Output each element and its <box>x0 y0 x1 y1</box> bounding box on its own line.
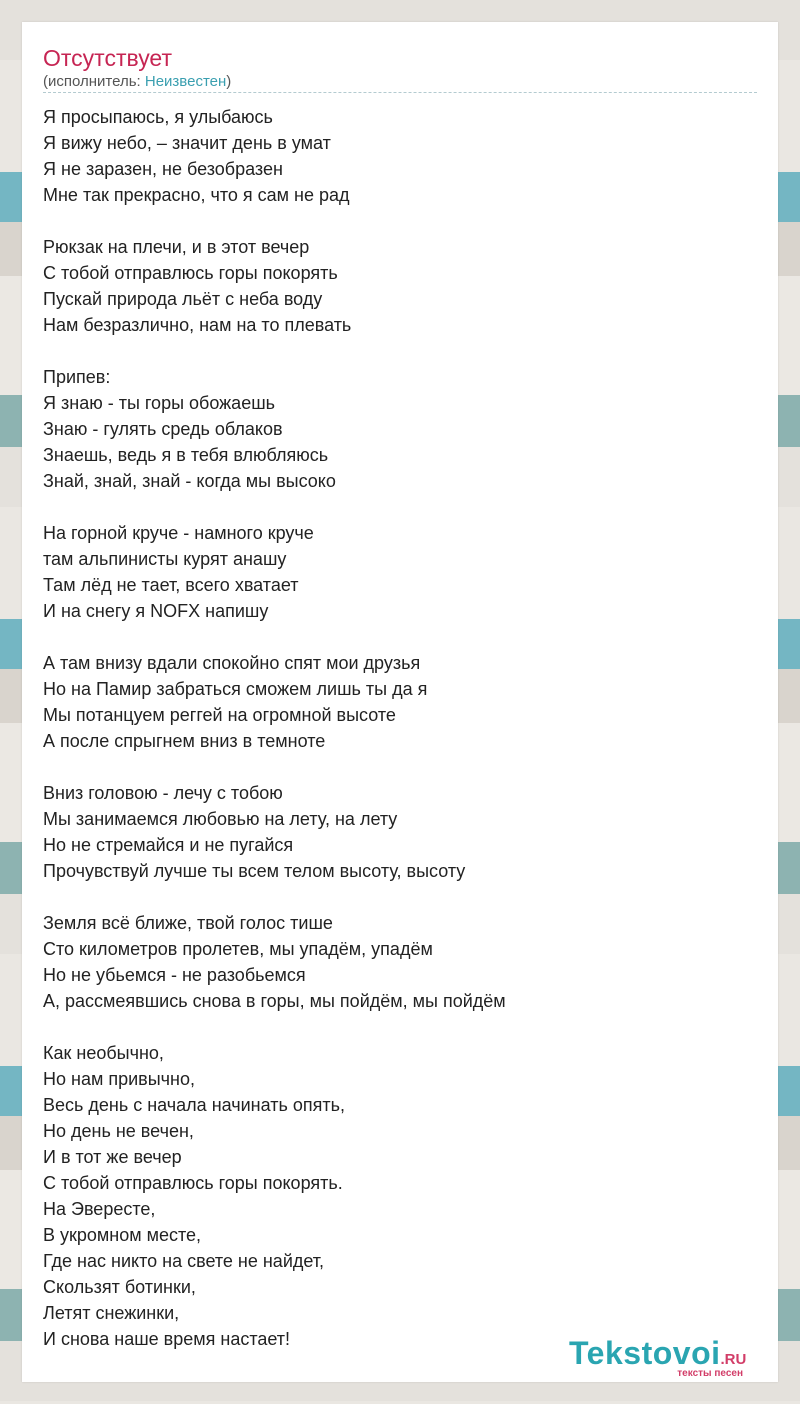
lyrics-card <box>22 22 778 1382</box>
lyric-line: Но день не вечен, <box>43 1121 194 1141</box>
song-title: Отсутствует <box>43 45 172 71</box>
lyric-line: Но на Памир забраться сможем лишь ты да я <box>43 679 428 699</box>
artist-link[interactable]: Неизвестен <box>144 73 227 90</box>
lyric-line: Сто километров пролетев, мы упадём, упадём <box>43 939 433 959</box>
lyric-line: Но не стремайся и не пугайся <box>43 835 294 855</box>
lyric-line: Нам безразлично, нам на то плевать <box>43 315 352 335</box>
lyric-line: Земля всё ближе, твой голос тише <box>43 913 333 933</box>
artist-suffix: ) <box>226 73 232 90</box>
lyrics-body <box>43 104 757 1352</box>
lyric-line: Я знаю - ты горы обожаешь <box>43 393 276 413</box>
lyric-line: Знаешь, ведь я в тебя влюбляюсь <box>43 445 329 465</box>
stanza-gap <box>43 754 757 780</box>
lyric-line: И на снегу я NOFX напишу <box>43 601 269 621</box>
lyric-line: Скользят ботинки, <box>43 1277 196 1297</box>
lyric-line: там альпинисты курят анашу <box>43 549 287 569</box>
stanza-gap <box>43 624 757 650</box>
lyric-line: Рюкзак на плечи, и в этот вечер <box>43 237 310 257</box>
lyric-line: Весь день с начала начинать опять, <box>43 1095 345 1115</box>
lyric-line: В укромном месте, <box>43 1225 202 1245</box>
lyric-line: И в тот же вечер <box>43 1147 182 1167</box>
lyric-line: Знай, знай, знай - когда мы высоко <box>43 471 336 491</box>
lyric-line: Прочувствуй лучше ты всем телом высоту, высоту <box>43 861 466 881</box>
lyric-line: Мне так прекрасно, что я сам не рад <box>43 185 350 205</box>
lyric-line: На горной круче - намного круче <box>43 523 314 543</box>
stanza-gap <box>43 884 757 910</box>
lyric-line: С тобой отправлюсь горы покорять <box>43 263 338 283</box>
stanza-gap <box>43 1014 757 1040</box>
lyric-line: Летят снежинки, <box>43 1303 180 1323</box>
lyric-line: Вниз головою - лечу с тобою <box>43 783 283 803</box>
lyric-line: Там лёд не тает, всего хватает <box>43 575 299 595</box>
lyric-line: С тобой отправлюсь горы покорять. <box>43 1173 343 1193</box>
lyric-line: На Эвересте, <box>43 1199 156 1219</box>
lyric-line: Пускай природа льёт с неба воду <box>43 289 323 309</box>
site-logo[interactable] <box>569 1335 779 1381</box>
stanza-gap <box>43 208 757 234</box>
logo-tagline: тексты песен <box>677 1368 743 1379</box>
lyric-line: А после спрыгнем вниз в темноте <box>43 731 326 751</box>
lyric-line: Припев: <box>43 367 111 387</box>
lyric-line: Мы потанцуем реггей на огромной высоте <box>43 705 396 725</box>
artist-line <box>43 73 231 91</box>
lyric-line: Мы занимаемся любовью на лету, на лету <box>43 809 398 829</box>
lyric-line: Знаю - гулять средь облаков <box>43 419 283 439</box>
lyric-line: И снова наше время настает! <box>43 1329 291 1349</box>
artist-prefix: (исполнитель: <box>43 73 145 90</box>
lyric-line: Но не убьемся - не разобьемся <box>43 965 306 985</box>
stanza-gap <box>43 494 757 520</box>
lyric-line: А там внизу вдали спокойно спят мои друзья <box>43 653 421 673</box>
stanza-gap <box>43 338 757 364</box>
lyric-line: Где нас никто на свете не найдет, <box>43 1251 325 1271</box>
logo-tld: .RU <box>720 1351 747 1368</box>
logo-name: Tekstovoi <box>569 1335 721 1371</box>
lyric-line: Я вижу небо, – значит день в умат <box>43 133 331 153</box>
header-divider <box>43 92 757 93</box>
lyric-line: Я просыпаюсь, я улыбаюсь <box>43 107 273 127</box>
lyric-line: Но нам привычно, <box>43 1069 195 1089</box>
lyric-line: А, рассмеявшись снова в горы, мы пойдём, мы пойдём <box>43 991 506 1011</box>
lyric-line: Как необычно, <box>43 1043 164 1063</box>
lyric-line: Я не заразен, не безобразен <box>43 159 283 179</box>
